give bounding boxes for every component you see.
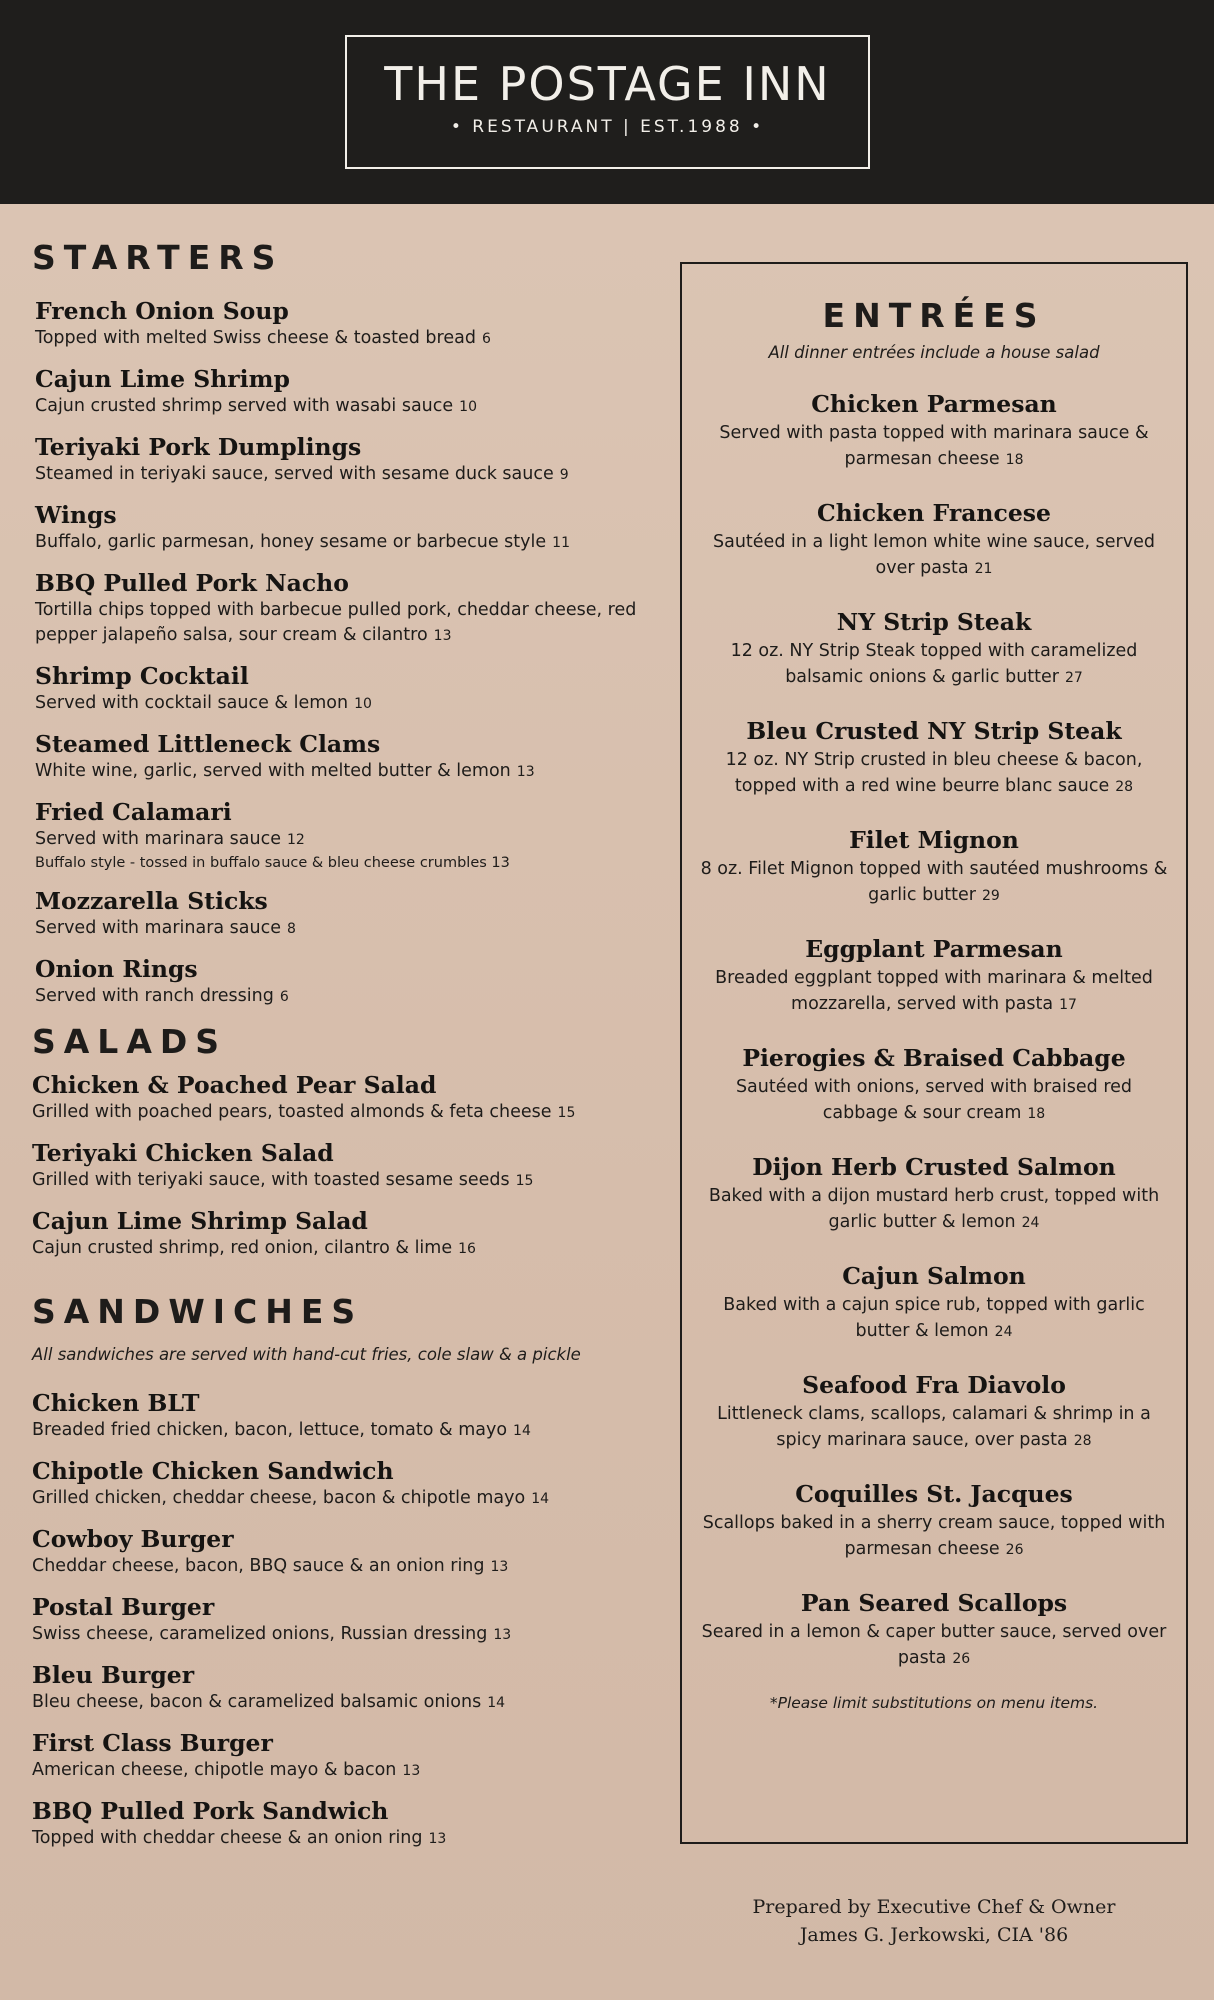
menu-item-price: 15 [557,1105,576,1121]
menu-item-name: Chipotle Chicken Sandwich [32,1457,394,1485]
menu-item [32,432,672,488]
menu-item-description [35,394,672,420]
menu-item-price: 13 [428,1831,447,1847]
menu-item-name: BBQ Pulled Pork Nacho [35,569,349,597]
chef-credit [680,1893,1188,1949]
menu-item-description-text: 12 oz. NY Strip crusted in bleu cheese & bacon, topped with a red wine beurre blanc sauce [725,750,1143,796]
menu-item-description-text: Served with ranch dressing [35,986,274,1006]
menu-item-price: 17 [1059,997,1077,1013]
menu-item-price: 16 [458,1241,476,1257]
menu-item-name: Cajun Lime Shrimp [35,365,290,393]
menu-item-price: 28 [1115,779,1134,795]
menu-item [682,1478,1186,1563]
menu-item-description-text: Steamed in teriyaki sauce, served with sesame duck sauce [35,464,554,484]
menu-item-description-text: Seared in a lemon & caper butter sauce, served over pasta [701,1622,1167,1668]
menu-item-description [32,1622,672,1648]
menu-item-description [696,1074,1172,1127]
substitution-note: *Please limit substitutions on menu items. [769,1694,1099,1712]
menu-item-description-text: Scallops baked in a sherry cream sauce, topped with parmesan cheese [702,1513,1166,1559]
menu-item-description [32,1554,672,1580]
menu-item-name: Bleu Burger [32,1661,195,1689]
menu-item-description-text: Grilled chicken, cheddar cheese, bacon & chipotle mayo [32,1488,526,1508]
menu-item-description-text: Bleu cheese, bacon & caramelized balsamic onions [32,1692,482,1712]
menu-item [682,715,1186,800]
menu-item-name: Cowboy Burger [32,1525,234,1553]
entrees-note: All dinner entrées include a house salad [768,343,1100,362]
menu-item-name: Teriyaki Pork Dumplings [35,433,362,461]
menu-item-description [32,1826,672,1852]
menu-item-price: 24 [1021,1215,1040,1231]
menu-item-price: 15 [515,1173,534,1189]
menu-item-price: 13 [402,1763,421,1779]
menu-item-price: 6 [279,989,289,1005]
menu-item-description [35,916,672,942]
menu-item-description-text: Topped with cheddar cheese & an onion ring [32,1828,423,1848]
menu-item-name: BBQ Pulled Pork Sandwich [32,1797,389,1825]
menu-item-description [696,1401,1172,1454]
menu-item [32,1138,672,1194]
menu-item-description-text: Baked with a cajun spice rub, topped with garlic butter & lemon [723,1295,1145,1341]
menu-item [682,388,1186,473]
menu-item-price: 14 [513,1423,531,1439]
menu-item [32,729,672,785]
menu-item-price: 9 [559,467,569,483]
menu-item-name: Cajun Lime Shrimp Salad [32,1207,368,1235]
menu-item-description [696,420,1172,473]
menu-item-name: Chicken BLT [32,1389,200,1417]
menu-item [32,1070,672,1126]
menu-item-price: 12 [287,832,305,848]
menu-item-description-text: Baked with a dijon mustard herb crust, topped with garlic butter & lemon [708,1186,1160,1232]
entrees-heading: ENTRÉES [822,296,1046,335]
sandwiches-note: All sandwiches are served with hand-cut fries, cole slaw & a pickle [32,1345,581,1364]
chef-credit-line1: Prepared by Executive Chef & Owner [752,1896,1116,1918]
menu-item-description-text: White wine, garlic, served with melted butter & lemon [35,761,511,781]
menu-item-description-text: Cajun crusted shrimp served with wasabi sauce [35,396,454,416]
restaurant-name: THE POSTAGE INN [384,57,831,111]
menu-item [32,1206,672,1262]
menu-item-name: Steamed Littleneck Clams [35,730,381,758]
menu-item [32,1660,672,1716]
menu-item-description-text: Breaded eggplant topped with marinara & melted mozzarella, served with pasta [715,968,1153,1014]
menu-item-name: NY Strip Steak [836,608,1032,636]
menu-item-description-text: Tortilla chips topped with barbecue pulled pork, cheddar cheese, red pepper jalapeño salsa, sour cream & cilantro [35,600,637,645]
menu-item-name: French Onion Soup [35,297,289,325]
menu-item-price: 18 [1027,1106,1046,1122]
menu-item [682,824,1186,909]
menu-item-description [32,1418,672,1444]
menu-item-description-text: Served with pasta topped with marinara sauce & parmesan cheese [719,423,1149,469]
menu-item-price: 18 [1005,452,1024,468]
menu-item [32,797,672,874]
menu-item [682,497,1186,582]
menu-item [682,1260,1186,1345]
menu-item-name: Coquilles St. Jacques [795,1480,1073,1508]
menu-item-variant: Buffalo style - tossed in buffalo sauce & bleu cheese crumbles 13 [35,855,510,871]
sandwiches-heading: SANDWICHES [32,1292,364,1331]
menu-item-description [32,1690,672,1716]
menu-item [32,1592,672,1648]
menu-item-name: Wings [35,501,117,529]
menu-item-price: 26 [1005,1542,1024,1558]
menu-item [32,1388,672,1444]
menu-item-price: 27 [1064,670,1083,686]
menu-item-description [696,747,1172,800]
menu-item-description [35,759,672,785]
menu-item-description [696,1619,1172,1672]
menu-item-name: Dijon Herb Crusted Salmon [752,1153,1116,1181]
menu-item-description-text: Grilled with poached pears, toasted almonds & feta cheese [32,1102,552,1122]
entrees-panel [680,262,1188,1844]
menu-item-name: Fried Calamari [35,798,232,826]
entrees-list [682,388,1186,1672]
menu-item-price: 11 [552,535,570,551]
menu-item-description [696,529,1172,582]
menu-item-name: Filet Mignon [849,826,1019,854]
menu-item-description-text: Breaded fried chicken, bacon, lettuce, tomato & mayo [32,1420,508,1440]
menu-item-description-text: Topped with melted Swiss cheese & toasted bread [35,328,476,348]
chef-credit-line2: James G. Jerkowski, CIA '86 [799,1924,1069,1946]
menu-item [32,1456,672,1512]
menu-item-name: First Class Burger [32,1729,273,1757]
menu-item-name: Mozzarella Sticks [35,887,268,915]
menu-item-price: 13 [433,628,452,644]
menu-item-name: Seafood Fra Diavolo [802,1371,1066,1399]
menu-item-description-text: Served with cocktail sauce & lemon [35,693,349,713]
menu-item-description-text: Grilled with teriyaki sauce, with toasted sesame seeds [32,1170,510,1190]
menu-item-description [35,530,672,556]
menu-item-description-text: American cheese, chipotle mayo & bacon [32,1760,397,1780]
menu-item-name: Eggplant Parmesan [805,935,1063,963]
salads-heading: SALADS [32,1022,228,1061]
menu-item-name: Chicken Francese [817,499,1051,527]
menu-item-price: 14 [487,1695,506,1711]
menu-item [32,954,672,1010]
menu-item-description-text: Cajun crusted shrimp, red onion, cilantro & lime [32,1238,453,1258]
menu-item [32,661,672,717]
menu-item [32,500,672,556]
menu-item-price: 6 [481,331,491,347]
menu-item-price: 28 [1073,1433,1092,1449]
menu-item [682,1369,1186,1454]
menu-item-description-text: Sautéed in a light lemon white wine sauce, served over pasta [713,532,1155,578]
menu-item-description [696,856,1172,909]
menu-item [32,296,672,352]
menu-item-description [696,1292,1172,1345]
menu-item-name: Chicken Parmesan [811,390,1057,418]
menu-item-description [32,1236,672,1262]
restaurant-tagline: • RESTAURANT | EST.1988 • [450,117,765,137]
menu-item-price: 13 [490,1559,509,1575]
salads-list [32,1070,672,1262]
menu-item [682,606,1186,691]
menu-item-description [32,1758,672,1784]
header-banner [0,0,1214,204]
menu-item-price: 8 [287,921,296,937]
menu-item-price: 10 [354,696,372,712]
sandwiches-list [32,1388,672,1852]
menu-item-name: Chicken & Poached Pear Salad [32,1071,437,1099]
menu-item-description [35,462,672,488]
starters-list [32,296,672,1010]
menu-item-description-text: Cheddar cheese, bacon, BBQ sauce & an onion ring [32,1556,485,1576]
menu-item-name: Pan Seared Scallops [800,1589,1068,1617]
menu-item-description [35,326,672,352]
menu-item-description-text: 12 oz. NY Strip Steak topped with caramelized balsamic onions & garlic butter [730,641,1138,687]
menu-item-description [696,965,1172,1018]
menu-item-description [35,691,672,717]
menu-item [32,568,672,649]
menu-item-name: Postal Burger [32,1593,215,1621]
menu-item [32,364,672,420]
starters-heading: STARTERS [32,238,284,277]
menu-item [32,1524,672,1580]
menu-item [682,1151,1186,1236]
menu-item-description-text: Sautéed with onions, served with braised red cabbage & sour cream [735,1077,1133,1123]
menu-item [32,886,672,942]
menu-item-price: 24 [994,1324,1013,1340]
menu-item-name: Pierogies & Braised Cabbage [742,1044,1126,1072]
menu-item-price: 14 [531,1491,550,1507]
menu-item-description-text: Served with marinara sauce [35,829,281,849]
menu-item-description [32,1100,672,1126]
menu-item-description-text: 8 oz. Filet Mignon topped with sautéed mushrooms & garlic butter [700,859,1168,905]
menu-item [682,1587,1186,1672]
menu-item-description [35,984,672,1010]
menu-item-description-text: Swiss cheese, caramelized onions, Russian dressing [32,1624,488,1644]
left-column [32,238,672,1864]
menu-item-description [32,1486,672,1512]
menu-item [682,933,1186,1018]
menu-item-description-text: Buffalo, garlic parmesan, honey sesame or barbecue style [35,532,547,552]
menu-item-price: 21 [974,561,993,577]
menu-item-name: Onion Rings [35,955,198,983]
menu-item-price: 29 [982,888,1000,904]
menu-item [32,1728,672,1784]
menu-item-description-text: Littleneck clams, scallops, calamari & shrimp in a spicy marinara sauce, over pasta [717,1404,1151,1450]
menu-item-name: Cajun Salmon [842,1262,1026,1290]
menu-item-price: 26 [952,1651,971,1667]
menu-item-price: 13 [516,764,535,780]
menu-item-name: Teriyaki Chicken Salad [32,1139,334,1167]
menu-item-description [696,1510,1172,1563]
menu-item-description [696,1183,1172,1236]
menu-item-description [35,598,672,649]
menu-item-description [696,638,1172,691]
menu-item-description [35,827,672,853]
menu-item-description-text: Served with marinara sauce [35,918,281,938]
restaurant-logo [345,35,870,169]
menu-item-name: Shrimp Cocktail [35,662,249,690]
menu-item-price: 10 [459,399,477,415]
menu-item-price: 13 [493,1627,512,1643]
menu-item [32,1796,672,1852]
menu-item-description [32,1168,672,1194]
menu-item [682,1042,1186,1127]
menu-item-name: Bleu Crusted NY Strip Steak [746,717,1122,745]
